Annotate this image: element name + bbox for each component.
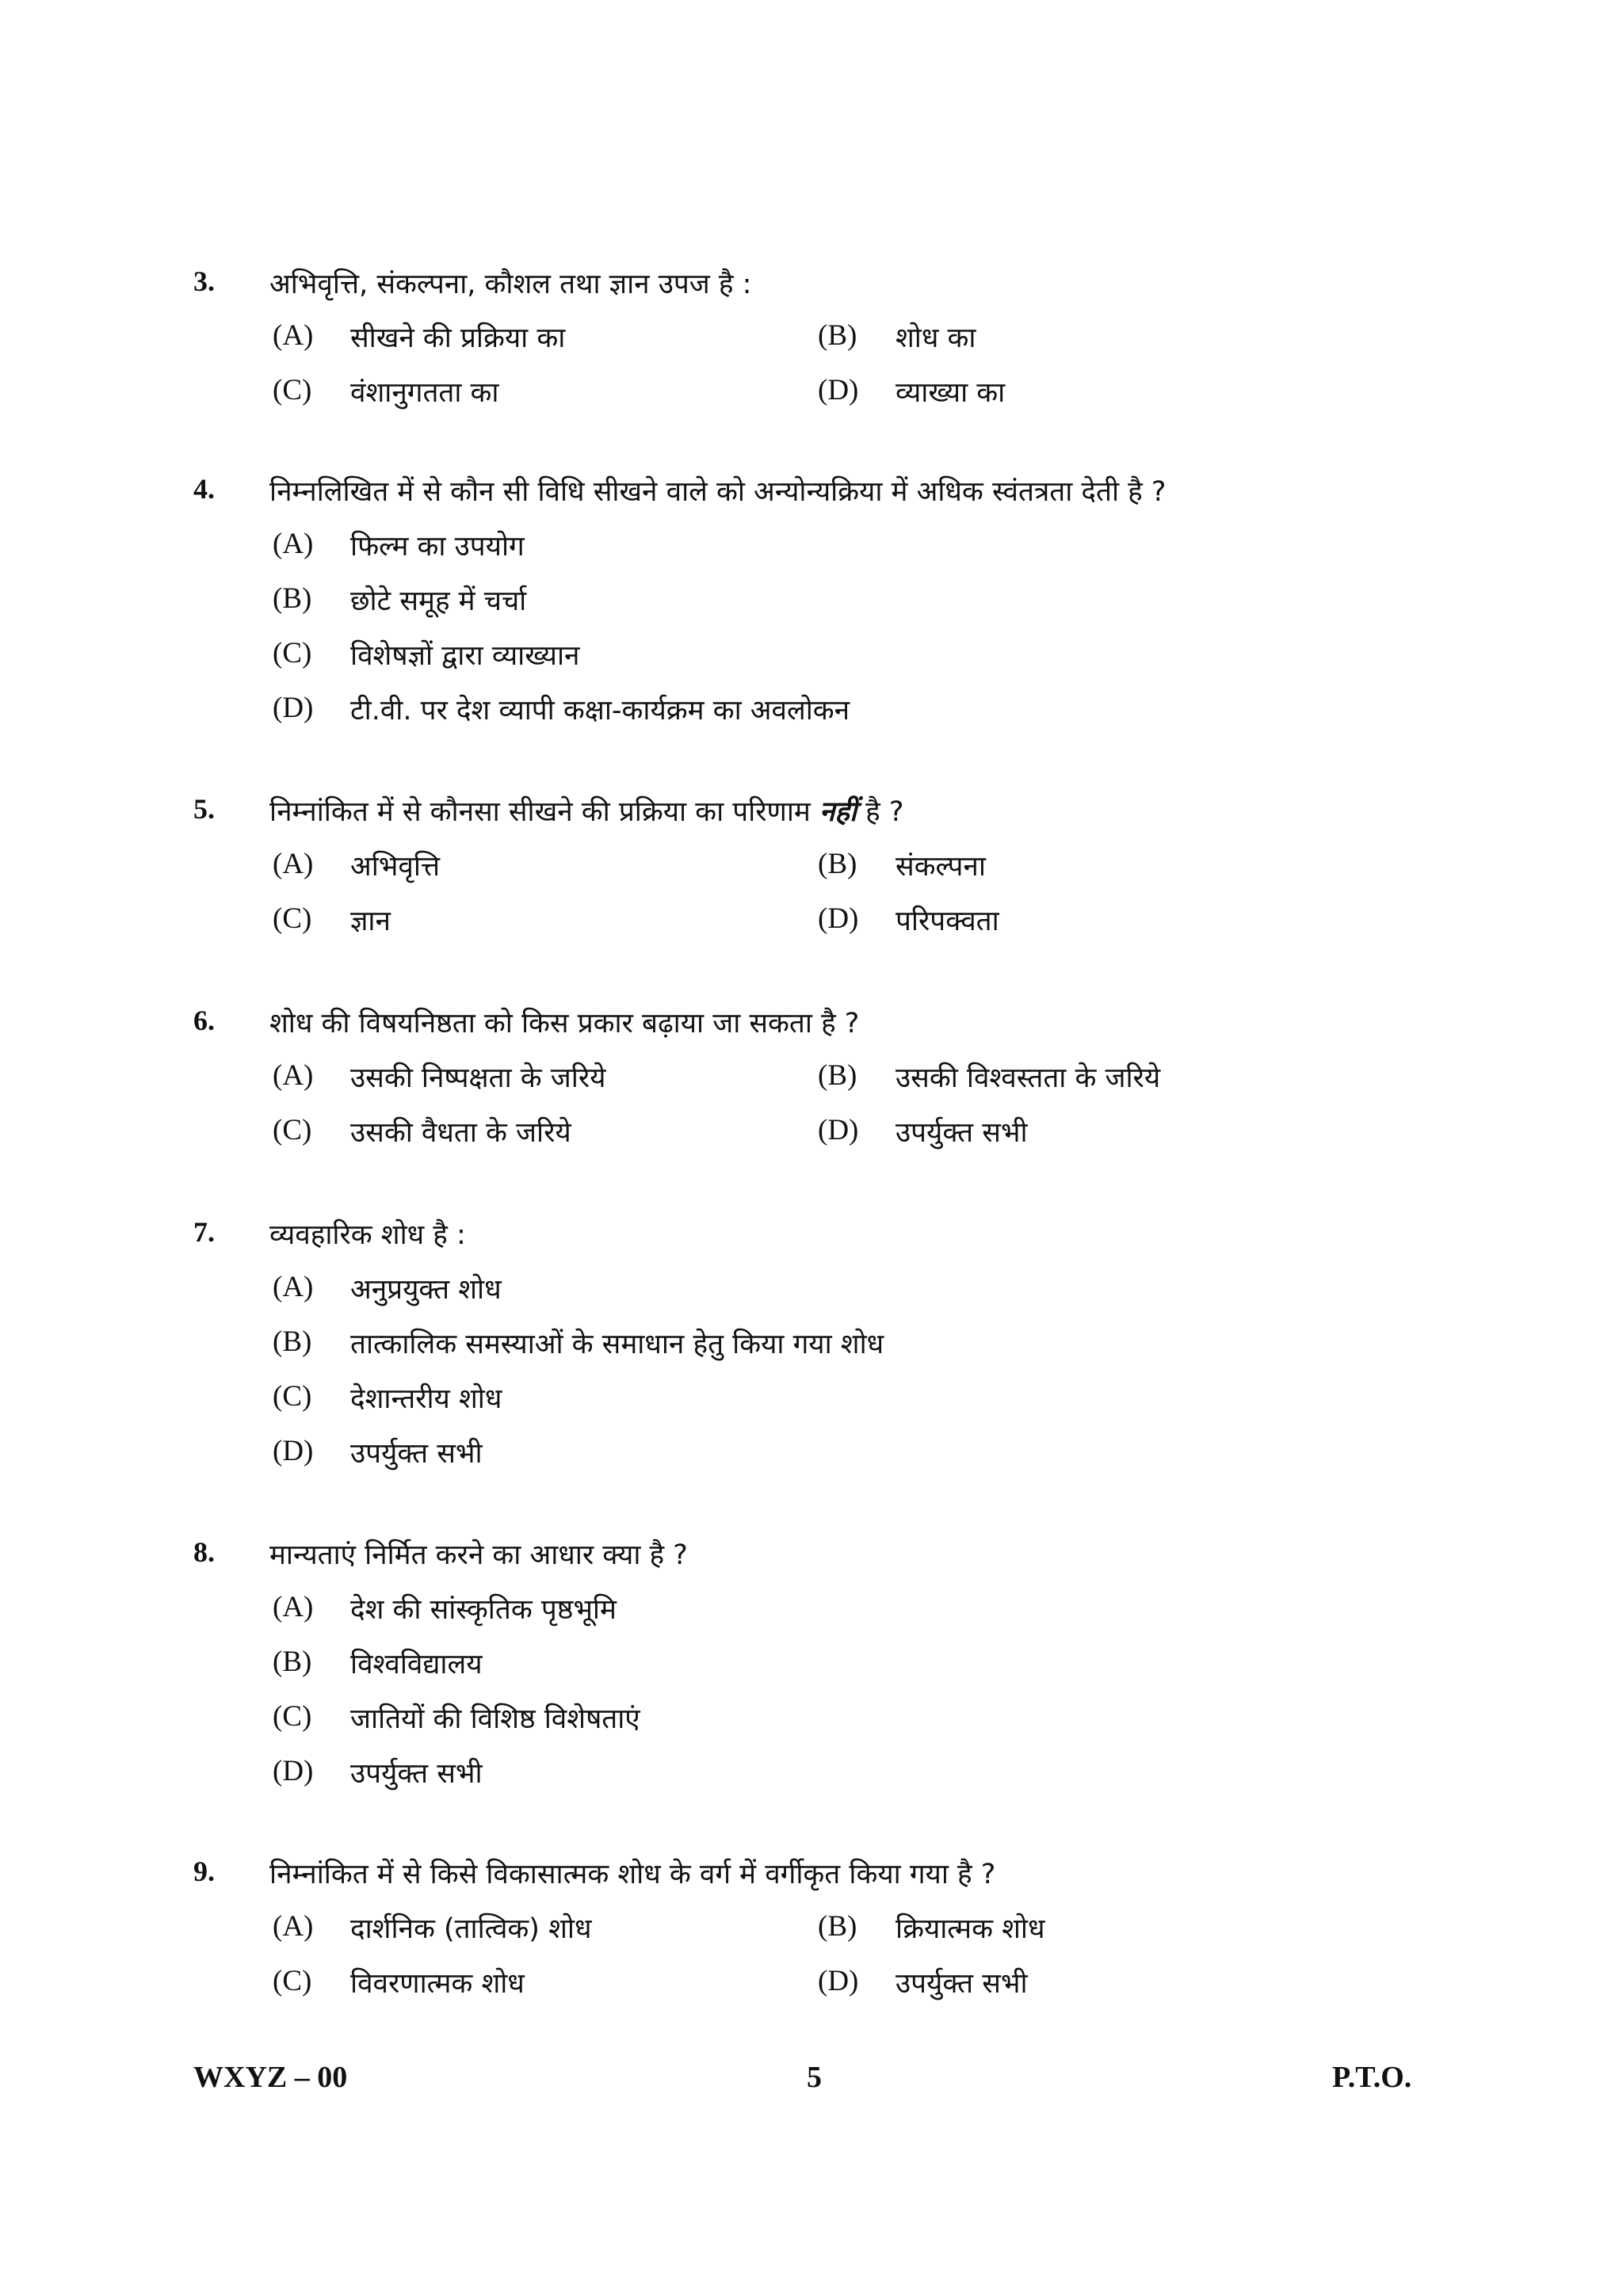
option-text: देश की सांस्कृतिक पृष्ठभूमि: [350, 1594, 617, 1626]
option-label: (D): [273, 1435, 314, 1467]
option-text: सीखने की प्रक्रिया का: [350, 322, 566, 354]
question-text: अभिवृत्ति, संकल्पना, कौशल तथा ज्ञान उपज है :: [269, 269, 752, 300]
option-text: उपर्युक्त सभी: [350, 1758, 483, 1790]
option-text: उपर्युक्त सभी: [896, 1968, 1028, 2000]
option-label: (A): [273, 1910, 314, 1943]
option-text: उपर्युक्त सभी: [896, 1117, 1028, 1149]
option-label: (A): [273, 528, 314, 560]
option-label: (C): [273, 1965, 312, 1997]
question-text: निम्नलिखित में से कौन सी विधि सीखने वाले को अन्योन्यक्रिया में अधिक स्वंतत्रता देती है ?: [269, 476, 1167, 508]
option-text: उसकी वैधता के जरिये: [350, 1117, 571, 1149]
option-label: (B): [273, 1646, 312, 1678]
option-label: (C): [273, 1114, 312, 1146]
option-label: (D): [273, 692, 314, 724]
option-label: (B): [273, 1325, 312, 1358]
question-number: 6.: [193, 1005, 215, 1036]
question-text: मान्यताएं निर्मित करने का आधार क्या है ?: [269, 1539, 688, 1571]
question-text: निम्नांकित में से कौनसा सीखने की प्रक्रिया का परिणाम नहीं है ?: [269, 796, 904, 828]
option-label: (B): [818, 319, 857, 352]
option-label: (D): [818, 1114, 859, 1146]
option-text: देशान्तरीय शोध: [350, 1383, 502, 1415]
emphasis-not: नहीं: [819, 796, 857, 828]
option-text: क्रियात्मक शोध: [896, 1913, 1045, 1945]
question-number: 3.: [193, 265, 215, 297]
paper-code: WXYZ – 00: [193, 2061, 348, 2094]
option-text: व्याख्या का: [896, 377, 1006, 409]
option-text: तात्कालिक समस्याओं के समाधान हेतु किया गया शोध: [350, 1329, 884, 1360]
option-text: अभिवृत्ति: [350, 851, 441, 883]
option-text: उसकी निष्पक्षता के जरिये: [350, 1062, 606, 1094]
option-label: (C): [273, 1700, 312, 1733]
option-label: (B): [818, 1910, 857, 1943]
question-text: निम्नांकित में से किसे विकासात्मक शोध के वर्ग में वर्गीकृत किया गया है ?: [269, 1859, 996, 1890]
option-label: (B): [273, 582, 312, 615]
question-number: 9.: [193, 1855, 215, 1887]
option-label: (A): [273, 848, 314, 880]
option-label: (C): [273, 637, 312, 669]
page-number: 5: [807, 2061, 822, 2094]
question-number: 7.: [193, 1216, 215, 1248]
option-label: (B): [818, 1059, 857, 1092]
option-text: विवरणात्मक शोध: [350, 1968, 525, 2000]
option-label: (D): [818, 374, 859, 406]
option-text: उसकी विश्वस्तता के जरिये: [896, 1062, 1161, 1094]
option-label: (C): [273, 1380, 312, 1413]
option-text: छोटे समूह में चर्चा: [350, 585, 527, 617]
option-text: उपर्युक्त सभी: [350, 1438, 483, 1470]
option-text: शोध का: [896, 322, 976, 354]
pto-label: P.T.O.: [1332, 2061, 1412, 2094]
option-label: (C): [273, 902, 312, 935]
option-label: (D): [273, 1755, 314, 1787]
option-text: टी.वी. पर देश व्यापी कक्षा-कार्यक्रम का अवलोकन: [350, 695, 850, 727]
option-label: (A): [273, 1059, 314, 1092]
option-text: अनुप्रयुक्त शोध: [350, 1274, 502, 1306]
option-label: (C): [273, 374, 312, 406]
option-text: विश्वविद्यालय: [350, 1649, 483, 1680]
option-label: (B): [818, 848, 857, 880]
option-text: वंशानुगतता का: [350, 377, 499, 409]
option-label: (A): [273, 1271, 314, 1303]
question-number: 4.: [193, 473, 215, 505]
option-label: (A): [273, 1591, 314, 1623]
option-text: फिल्म का उपयोग: [350, 531, 525, 563]
option-label: (D): [818, 1965, 859, 1997]
option-text: ज्ञान: [350, 906, 391, 937]
question-text: शोध की विषयनिष्ठता को किस प्रकार बढ़ाया जा सकता है ?: [269, 1008, 860, 1039]
option-text: जातियों की विशिष्ठ विशेषताएं: [350, 1703, 640, 1735]
option-text: परिपक्वता: [896, 906, 999, 937]
option-text: संकल्पना: [896, 851, 986, 883]
question-number: 8.: [193, 1536, 215, 1568]
option-text: विशेषज्ञों द्वारा व्याख्यान: [350, 640, 580, 672]
question-number: 5.: [193, 793, 215, 825]
option-label: (D): [818, 902, 859, 935]
option-text: दार्शनिक (तात्विक) शोध: [350, 1913, 592, 1945]
question-text: व्यवहारिक शोध है :: [269, 1219, 466, 1251]
option-label: (A): [273, 319, 314, 352]
